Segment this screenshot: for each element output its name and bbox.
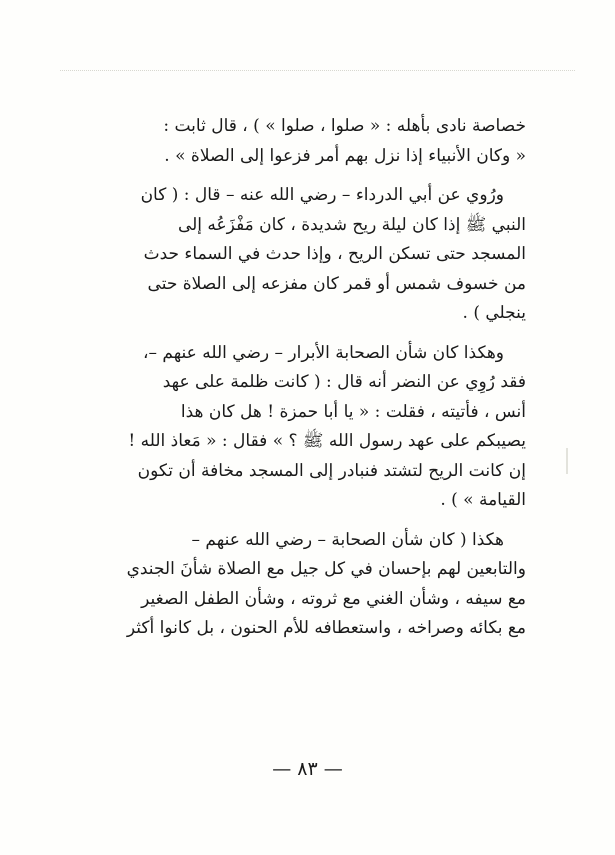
top-divider bbox=[60, 70, 575, 71]
text-line: أنس ، فأتيته ، فقلت : « يا أبا حمزة ! هل كان هذا bbox=[180, 401, 526, 422]
paragraph bbox=[78, 339, 526, 516]
text-line: والتابعين لهم بإحسان في كل جيل مع الصلاة شأنَ الجندي bbox=[126, 559, 526, 579]
text-line: « وكان الأنبياء إذا نزل بهم أمر فزعوا إلى الصلاة » . bbox=[164, 145, 526, 166]
text-line: وهكذا كان شأن الصحابة الأبرار – رضي الله عنهم –، bbox=[143, 342, 504, 363]
paragraph bbox=[78, 526, 526, 644]
text-line: ينجلي ) . bbox=[462, 303, 526, 323]
text-line: مع بكائه وصراخه ، واستعطافه للأم الحنون ، بل كانوا أكثر bbox=[126, 618, 526, 638]
paragraph bbox=[78, 112, 526, 171]
text-line: القيامة » ) . bbox=[440, 490, 526, 510]
margin-mark bbox=[566, 448, 568, 474]
text-line: خصاصة نادى بأهله : « صلوا ، صلوا » ) ، قال ثابت : bbox=[163, 116, 526, 136]
text-line: المسجد حتى تسكن الريح ، وإذا حدث في السماء حدث bbox=[143, 244, 526, 264]
text-line: فقد رُوِي عن النضر أنه قال : ( كانت ظلمة على عهد bbox=[162, 372, 526, 392]
text-line: هكذا ( كان شأن الصحابة – رضي الله عنهم – bbox=[191, 529, 504, 550]
text-line: النبي ﷺ إذا كان ليلة ريح شديدة ، كان مَفْزَعُه إلى bbox=[177, 214, 526, 235]
text-line: من خسوف شمس أو قمر كان مفزعه إلى الصلاة حتى bbox=[147, 273, 526, 294]
text-line: مع سيفه ، وشأن الغني مع ثروته ، وشأن الطفل الصغير bbox=[141, 588, 526, 609]
page-number: — ٨٣ — bbox=[272, 758, 343, 780]
text-line: ورُوي عن أبي الدرداء – رضي الله عنه – قال : ( كان bbox=[140, 185, 504, 205]
body-text bbox=[78, 112, 526, 654]
text-line: يصيبكم على عهد رسول الله ﷺ ؟ » فقال : « مَعاذ الله ! bbox=[128, 431, 526, 451]
text-line: إن كانت الريح لتشتد فنبادر إلى المسجد مخافة أن تكون bbox=[137, 460, 526, 481]
paragraph bbox=[78, 181, 526, 329]
